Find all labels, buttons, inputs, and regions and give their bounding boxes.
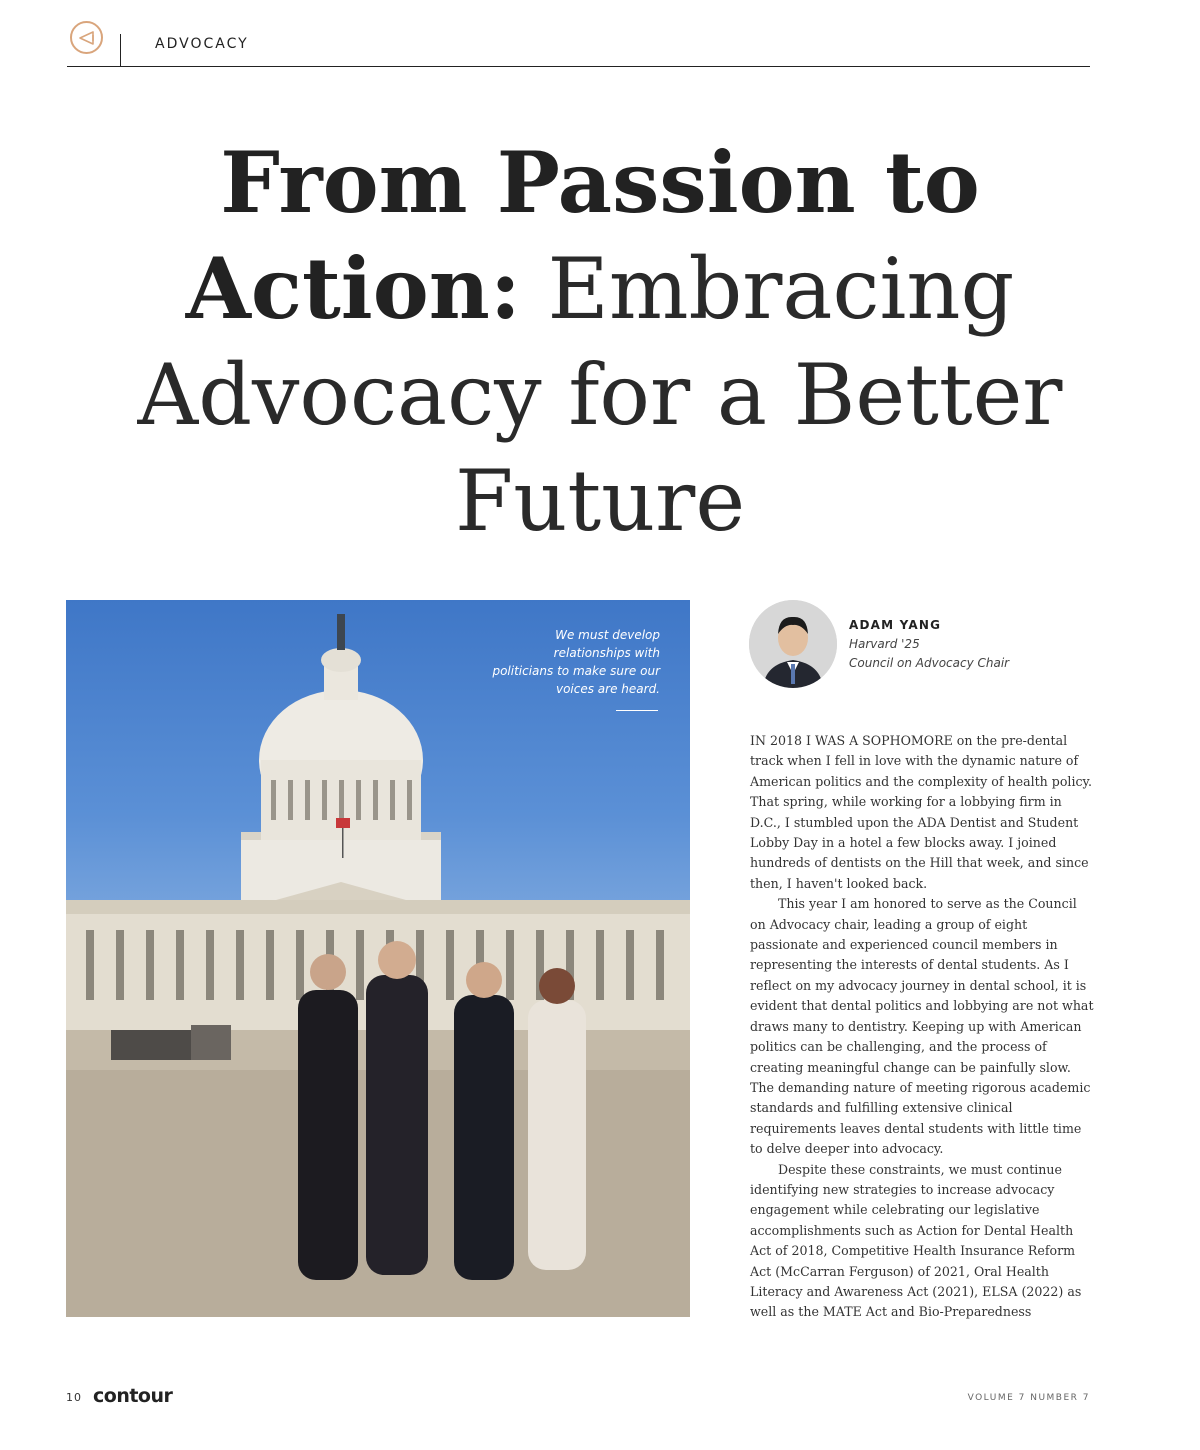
megaphone-icon [70, 21, 103, 54]
author-name: ADAM YANG [849, 618, 942, 632]
issue-label: VOLUME 7 NUMBER 7 [967, 1393, 1090, 1403]
author-school: Harvard '25 [849, 637, 920, 651]
headline-bold: From Passion to Action: [185, 133, 980, 338]
pull-quote-rule [616, 710, 658, 711]
pull-quote: We must develop relationships with politicians to make sure our voices are heard. [492, 628, 660, 696]
body-paragraph: Despite these constraints, we must continue identifying new strategies to increase advocacy engagement while celebrating our legislative accomplishments such as Action for Dental Health Act of 2018, Competitive Health Insurance Reform Act (McCarran Ferguson) of 2021, Oral Health Literacy and Awareness Act (2021), ELSA (2022) as well as the MATE Act and Bio-Preparedness [750, 1161, 1082, 1320]
capitol-group-photo [66, 600, 690, 1317]
body-paragraph: IN 2018 I WAS A SOPHOMORE on the pre-dental track when I fell in love with the dynamic nature of American politics and the complexity of health policy. That spring, while working for a lobbying firm in D.C., I stumbled upon the ADA Dentist and Student Lobby Day in a hotel a few blocks away. I joined hundreds of dentists on the Hill that week, and since then, I haven't looked back. [750, 733, 1092, 891]
article-headline [100, 130, 1100, 554]
page-number: 10 [66, 1391, 82, 1404]
body-paragraph: This year I am honored to serve as the Council on Advocacy chair, leading a group of eight passionate and experienced council members in representing the interests of dental students. As I reflect on my advocacy journey in dental school, it is evident that dental politics and lobbying are not what draws many to dentistry. Keeping up with American politics can be challenging, and the process of creating meaningful change can be painfully slow. The demanding nature of meeting rigorous academic standards and fulfilling extensive clinical requirements leaves dental students with little time to delve deeper into advocacy. [750, 896, 1094, 1157]
header-divider [120, 34, 121, 67]
brand-logo: contour [93, 1385, 173, 1407]
section-label: ADVOCACY [155, 36, 249, 52]
article-body [750, 731, 1095, 1323]
author-role: Council on Advocacy Chair [849, 656, 1010, 670]
headline-light: Embracing Advocacy for a Better Future [137, 240, 1063, 550]
header-rule [67, 66, 1090, 67]
author-avatar [749, 600, 837, 688]
